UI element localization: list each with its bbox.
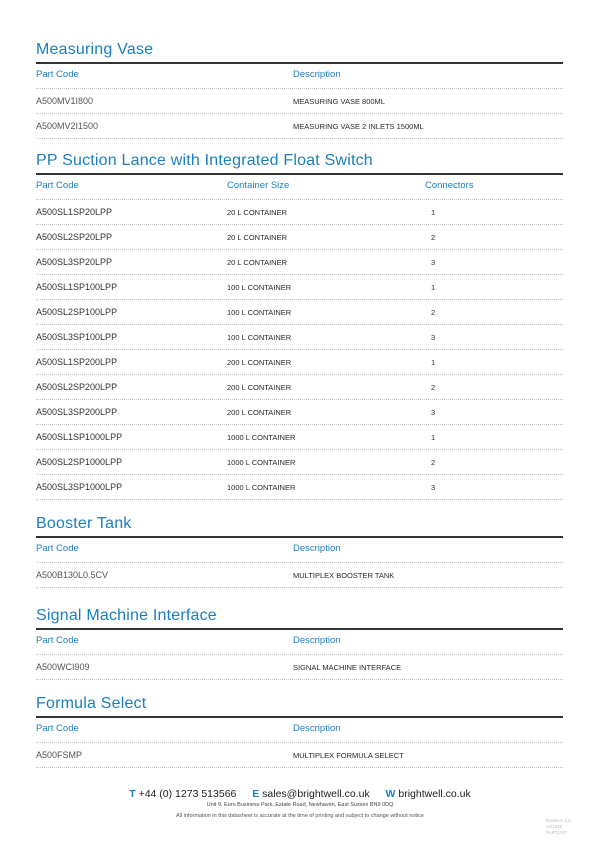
table-row	[36, 114, 563, 139]
part-code: A500SL3SP20LPP	[36, 257, 113, 267]
header-part-code: Part Code	[36, 635, 79, 646]
header-description: Description	[293, 723, 341, 734]
container-size: 1000 L CONTAINER	[227, 433, 296, 442]
part-code: A500B130L0.5CV	[36, 570, 109, 580]
part-code: A500FSMP	[36, 750, 83, 760]
connectors: 3	[431, 258, 436, 267]
phone-number: +44 (0) 1273 513566	[138, 788, 237, 800]
connectors: 1	[431, 358, 436, 367]
section-title: Signal Machine Interface	[36, 607, 217, 624]
header-part-code: Part Code	[36, 69, 79, 80]
table-header	[36, 64, 563, 89]
container-size: 200 L CONTAINER	[227, 358, 292, 367]
connectors: 3	[431, 483, 436, 492]
header-part-code: Part Code	[36, 180, 79, 191]
container-size: 100 L CONTAINER	[227, 333, 292, 342]
container-size: 100 L CONTAINER	[227, 283, 292, 292]
part-code: A500SL2SP100LPP	[36, 307, 118, 317]
description: MEASURING VASE 2 INLETS 1500ML	[293, 122, 424, 131]
container-size: 20 L CONTAINER	[227, 208, 288, 217]
table-row	[36, 225, 563, 250]
container-size: 200 L CONTAINER	[227, 408, 292, 417]
table-header	[36, 630, 563, 655]
email-label: E	[252, 788, 260, 800]
part-code: A500WCI909	[36, 662, 90, 672]
description: MEASURING VASE 800ML	[293, 97, 385, 106]
connectors: 1	[431, 208, 436, 217]
table-row	[36, 275, 563, 300]
table-row	[36, 450, 563, 475]
part-code: A500MV1I800	[36, 96, 94, 106]
table-row	[36, 563, 563, 588]
part-code: A500SL1SP200LPP	[36, 357, 118, 367]
connectors: 3	[431, 408, 436, 417]
footer-contact	[0, 788, 600, 800]
part-code: A500SL2SP20LPP	[36, 232, 113, 242]
container-size: 20 L CONTAINER	[227, 258, 288, 267]
table-row	[36, 655, 563, 680]
container-size: 100 L CONTAINER	[227, 308, 292, 317]
description: SIGNAL MACHINE INTERFACE	[293, 663, 402, 672]
header-connectors: Connectors	[425, 180, 474, 191]
table-header	[36, 538, 563, 563]
section-title: PP Suction Lance with Integrated Float Switch	[36, 152, 373, 169]
part-code: A500SL1SP1000LPP	[36, 432, 123, 442]
web-label: W	[385, 788, 396, 800]
header-container-size: Container Size	[227, 180, 290, 191]
part-code: A500SL3SP200LPP	[36, 407, 118, 417]
header-part-code: Part Code	[36, 543, 79, 554]
connectors: 2	[431, 308, 436, 317]
part-code: A500SL1SP100LPP	[36, 282, 118, 292]
section-title: Measuring Vase	[36, 41, 154, 58]
website-link[interactable]: brightwell.co.uk	[398, 788, 471, 800]
connectors: 3	[431, 333, 436, 342]
signal-machine-section	[36, 606, 563, 680]
table-row	[36, 743, 563, 768]
container-size: 1000 L CONTAINER	[227, 458, 296, 467]
revision-line: 10/2020	[546, 824, 563, 829]
header-description: Description	[293, 635, 341, 646]
connectors: 2	[431, 458, 436, 467]
connectors: 1	[431, 433, 436, 442]
container-size: 20 L CONTAINER	[227, 233, 288, 242]
description: MULTIPLEX FORMULA SELECT	[293, 751, 404, 760]
table-header	[36, 718, 563, 743]
connectors: 2	[431, 233, 436, 242]
phone-label: T	[129, 788, 136, 800]
table-header	[36, 175, 563, 200]
formula-select-section	[36, 694, 563, 768]
table-row	[36, 425, 563, 450]
email-link[interactable]: sales@brightwell.co.uk	[262, 788, 370, 800]
footer-address: Unit 9, Euro Business Park, Estate Road, Newhaven, East Sussex BN9 0DQ	[206, 802, 394, 808]
table-row	[36, 250, 563, 275]
part-code: A500SL2SP200LPP	[36, 382, 118, 392]
table-row	[36, 325, 563, 350]
part-code: A500MV2I1500	[36, 121, 99, 131]
table-row	[36, 89, 563, 114]
table-row	[36, 200, 563, 225]
measuring-vase-section	[36, 40, 563, 139]
part-code: A500SL1SP20LPP	[36, 207, 113, 217]
part-code: A500SL2SP1000LPP	[36, 457, 123, 467]
part-code: A500SL3SP1000LPP	[36, 482, 123, 492]
table-row	[36, 375, 563, 400]
description: MULTIPLEX BOOSTER TANK	[293, 571, 395, 580]
section-title: Booster Tank	[36, 515, 132, 532]
connectors: 2	[431, 383, 436, 392]
header-part-code: Part Code	[36, 723, 79, 734]
table-row	[36, 475, 563, 500]
section-title: Formula Select	[36, 695, 147, 712]
header-description: Description	[293, 543, 341, 554]
container-size: 200 L CONTAINER	[227, 383, 292, 392]
table-row	[36, 350, 563, 375]
booster-tank-section	[36, 514, 563, 588]
connectors: 1	[431, 283, 436, 292]
suction-lance-section	[36, 151, 563, 500]
table-row	[36, 300, 563, 325]
table-row	[36, 400, 563, 425]
container-size: 1000 L CONTAINER	[227, 483, 296, 492]
revision-note	[546, 818, 571, 836]
revision-line: PARTLIST	[546, 830, 568, 835]
footer-disclaimer: All information in this datasheet is accurate at the time of printing and subject to change without notice	[176, 813, 424, 819]
header-description: Description	[293, 69, 341, 80]
revision-line: Revision 1.0	[546, 818, 571, 823]
part-code: A500SL3SP100LPP	[36, 332, 118, 342]
